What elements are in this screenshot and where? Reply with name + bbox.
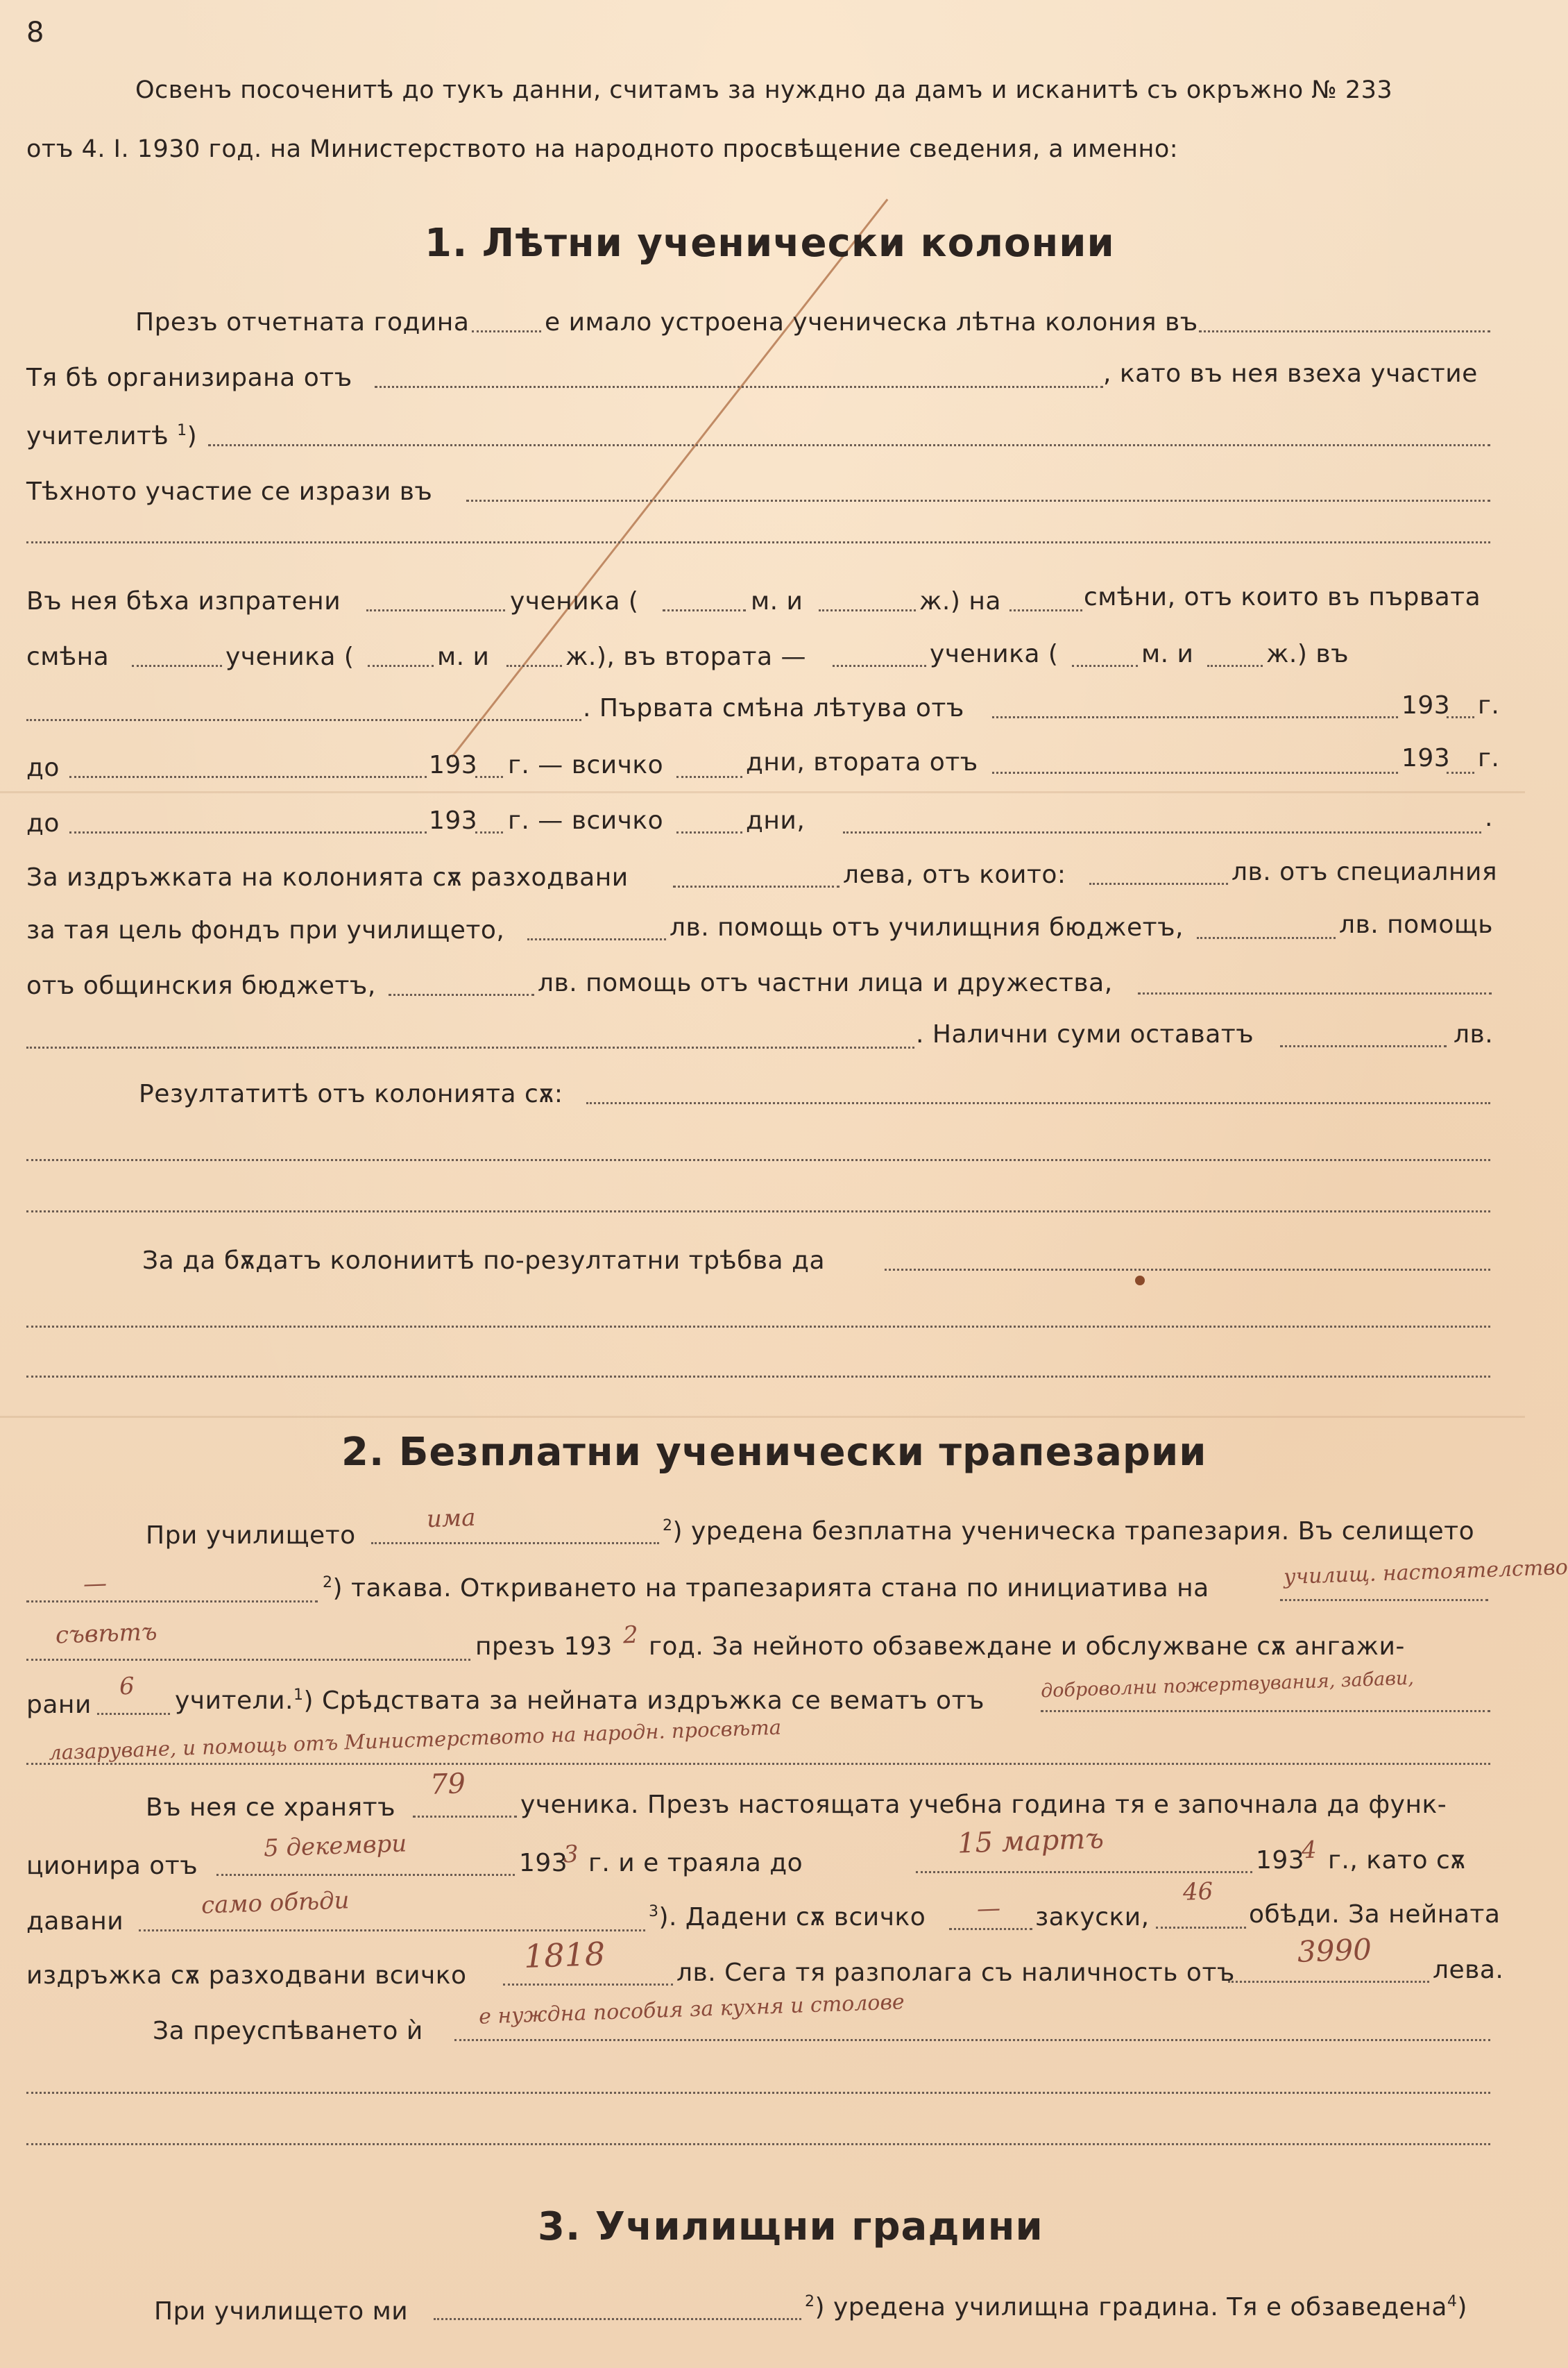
form-label: Тѣхното участие се изрази въ [26, 477, 433, 506]
fill-line [1280, 1599, 1488, 1601]
form-label: За да бѫдатъ колониитѣ по-резултатни трѣбва да [142, 1246, 826, 1275]
fill-line [26, 2143, 1490, 2145]
form-label: Въ нея бѣха изпратени [26, 587, 341, 616]
form-label: дни, [746, 806, 806, 835]
form-label: 193 [519, 1849, 568, 1877]
form-label: ученика ( [225, 643, 355, 671]
fill-line [389, 994, 534, 996]
fill-line [26, 1600, 318, 1602]
handwritten-entry: 6 [119, 1672, 135, 1701]
form-label: смѣна [26, 643, 110, 671]
fill-line [69, 776, 427, 778]
form-label: год. За нейното обзавеждане и обслужване сѫ ангажи- [649, 1632, 1405, 1661]
form-label: 193 [1401, 691, 1451, 720]
fill-line [916, 1871, 1252, 1873]
fill-line [139, 1929, 645, 1931]
form-label: м. и [437, 643, 490, 671]
fill-line [26, 1159, 1490, 1161]
handwritten-entry: лазаруване, и помощь отъ Министерството на народн. просвѣта [48, 1715, 782, 1765]
form-label: За издръжката на колонията сѫ разходвани [26, 863, 629, 892]
form-label: г. [1478, 691, 1500, 720]
fill-line [26, 1326, 1490, 1328]
fill-line [413, 1816, 517, 1818]
form-label: $^2$) уредена безплатна ученическа трапезария. Въ селището [663, 1517, 1475, 1546]
form-label: лв. помощь отъ училищния бюджетъ, [670, 913, 1184, 942]
form-label: лв. помощь отъ частни лица и дружества, [538, 969, 1113, 997]
fill-line [949, 1928, 1032, 1930]
intro-line: отъ 4. I. 1930 год. на Министерството на народното просвѣщение сведения, а именно: [26, 135, 1179, 163]
fill-line [1041, 1710, 1490, 1712]
form-label: лева. [1433, 1956, 1504, 1984]
form-label: Тя бѣ организирана отъ [26, 364, 352, 392]
handwritten-entry: училищ. настоятелство [1283, 1555, 1568, 1590]
form-label: 193 [1401, 744, 1451, 772]
form-label: обѣди. За нейната [1249, 1900, 1501, 1929]
form-label: за тая цель фондъ при училището, [26, 916, 505, 945]
fill-line [26, 1659, 470, 1661]
form-label: При училището ми [154, 2297, 409, 2326]
fill-line [992, 716, 1398, 718]
form-label: ж.) на [919, 587, 1001, 616]
form-label: ционира отъ [26, 1852, 198, 1880]
fill-line [472, 330, 541, 332]
page-number: 8 [26, 17, 44, 49]
form-label: до [26, 809, 60, 838]
fill-line [132, 665, 222, 667]
form-label: ученика. Презъ настоящата учебна година тя е започнала да функ- [520, 1791, 1447, 1819]
form-label: Въ нея се хранятъ [146, 1793, 396, 1822]
form-label: лв. Сега тя разполага съ наличность отъ [676, 1959, 1235, 1987]
fill-line [819, 609, 916, 611]
handwritten-entry: 4 [1301, 1836, 1318, 1865]
fill-line [586, 1102, 1490, 1104]
fill-line [885, 1269, 1490, 1271]
form-label: Резултатитѣ отъ колонията сѫ: [139, 1080, 563, 1108]
form-label: . Налични суми оставатъ [916, 1020, 1254, 1049]
handwritten-entry: — [83, 1569, 108, 1598]
form-label: . Първата смѣна лѣтува отъ [583, 694, 964, 722]
paper-fold [0, 791, 1525, 793]
fill-line [1228, 1981, 1429, 1983]
fill-line [1447, 716, 1474, 718]
fill-line [1207, 665, 1263, 667]
handwritten-entry: има [426, 1503, 477, 1534]
form-label: 193 [429, 806, 478, 835]
handwritten-entry: 5 декември [263, 1829, 407, 1863]
fill-line [475, 831, 503, 834]
fill-line [466, 500, 1490, 502]
form-label: издръжка сѫ разходвани всичко [26, 1961, 467, 1990]
fill-line [663, 609, 746, 611]
handwritten-entry: 3 [563, 1840, 579, 1869]
fill-line [26, 2092, 1490, 2094]
form-label: г. — всичко [508, 806, 664, 835]
fill-line [366, 609, 505, 611]
fill-line [843, 831, 1481, 834]
fill-line [375, 386, 1103, 388]
form-label: 193 [429, 751, 478, 779]
fill-line [434, 2318, 801, 2320]
handwritten-entry: е нуждна пособия за кухня и столове [478, 1990, 905, 2029]
form-label: г. [1478, 744, 1500, 772]
fill-line [26, 1047, 914, 1049]
fill-line [1447, 772, 1474, 774]
handwritten-entry: 3990 [1297, 1932, 1372, 1969]
section-title: 2. Безплатни ученически трапезарии [341, 1430, 1207, 1475]
fill-line [503, 1984, 673, 1986]
fill-line [475, 776, 503, 778]
form-label: $^2$) такава. Откриването на трапезарията стана по инициатива на [323, 1574, 1209, 1602]
fill-line [454, 2039, 1490, 2041]
fill-line [1009, 609, 1082, 611]
form-label: При училището [146, 1521, 356, 1550]
fill-line [1089, 883, 1228, 885]
handwritten-entry: 1818 [523, 1934, 606, 1976]
form-label: до [26, 754, 60, 782]
fill-line [527, 938, 666, 940]
form-label: ж.), въ втората — [565, 643, 807, 671]
form-label: учителитѣ $^1$) [26, 422, 198, 450]
pencil-stroke [451, 198, 888, 758]
fill-line [371, 1542, 659, 1544]
ink-stain [1135, 1276, 1145, 1285]
form-label: г., като сѫ [1328, 1846, 1466, 1875]
form-label: смѣни, отъ които въ първата [1084, 583, 1481, 611]
form-label: $^3$). Дадени сѫ всичко [649, 1903, 926, 1931]
fill-line [1280, 1045, 1447, 1047]
form-label: ж.) въ [1266, 640, 1349, 668]
fill-line [1199, 330, 1490, 332]
form-label: давани [26, 1907, 124, 1936]
intro-line: Освенъ посоченитѣ до тукъ данни, считамъ за нуждно да дамъ и исканитѣ съ окръжно № 233 [135, 76, 1393, 104]
fill-line [676, 831, 742, 834]
form-label: е имало устроена ученическа лѣтна колония въ [545, 308, 1198, 337]
handwritten-entry: 15 мартъ [957, 1822, 1105, 1860]
form-label: г. — всичко [508, 751, 664, 779]
form-label: ученика ( [510, 587, 639, 616]
form-label: дни, втората отъ [746, 748, 978, 777]
fill-line [1072, 665, 1138, 667]
form-label: учители.$^1$) Срѣдствата за нейната издръжка се вематъ отъ [175, 1686, 985, 1715]
section-title: 3. Училищни градини [538, 2204, 1043, 2249]
form-label: г. и е траяла до [588, 1849, 803, 1877]
fill-line [97, 1713, 170, 1715]
form-label: м. и [1141, 640, 1194, 668]
form-label: . [1485, 804, 1493, 832]
form-label: отъ общинския бюджетъ, [26, 972, 376, 1000]
fill-line [1156, 1927, 1246, 1929]
form-label: лева, отъ които: [843, 861, 1066, 889]
handwritten-entry: само обѣди [201, 1886, 350, 1920]
form-label: , като въ нея взеха участие [1103, 360, 1478, 388]
fill-line [506, 665, 562, 667]
handwritten-entry: 46 [1182, 1877, 1213, 1906]
fill-line [26, 1376, 1490, 1378]
fill-line [1197, 937, 1336, 939]
fill-line [208, 444, 1490, 446]
fill-line [216, 1874, 515, 1876]
form-label: ученика ( [930, 640, 1059, 668]
handwritten-entry: 79 [429, 1768, 466, 1801]
handwritten-entry: съвѣтъ [55, 1618, 158, 1650]
form-label: 193 [1256, 1846, 1305, 1875]
fill-line [26, 1763, 1490, 1765]
fill-line [26, 1210, 1490, 1212]
fill-line [833, 665, 926, 667]
handwritten-entry: — [976, 1894, 1001, 1923]
handwritten-entry: доброволни пожертвувания, забави, [1040, 1667, 1415, 1702]
fill-line [1138, 992, 1492, 995]
form-label: лв. помощь [1339, 911, 1493, 939]
handwritten-entry: 2 [622, 1621, 639, 1650]
form-label: лв. [1454, 1020, 1494, 1049]
form-label: м. и [751, 587, 803, 616]
fill-line [992, 772, 1398, 774]
form-label: лв. отъ специалния [1232, 858, 1498, 886]
paper-fold [0, 1416, 1525, 1418]
fill-line [69, 831, 427, 834]
section-title: 1. Лѣтни ученически колонии [425, 221, 1115, 266]
form-label: закуски, [1035, 1903, 1150, 1931]
form-label: $^2$) уредена училищна градина. Тя е обзаведена$^4$) [805, 2293, 1467, 2322]
fill-line [368, 665, 434, 667]
form-label: Презъ отчетната година [135, 308, 470, 337]
fill-line [26, 719, 581, 721]
form-label: За преуспѣването ѝ [153, 2017, 423, 2045]
fill-line [26, 541, 1490, 543]
form-label: презъ 193 [475, 1632, 613, 1661]
form-label: рани [26, 1691, 92, 1719]
fill-line [676, 776, 742, 778]
fill-line [673, 886, 840, 888]
